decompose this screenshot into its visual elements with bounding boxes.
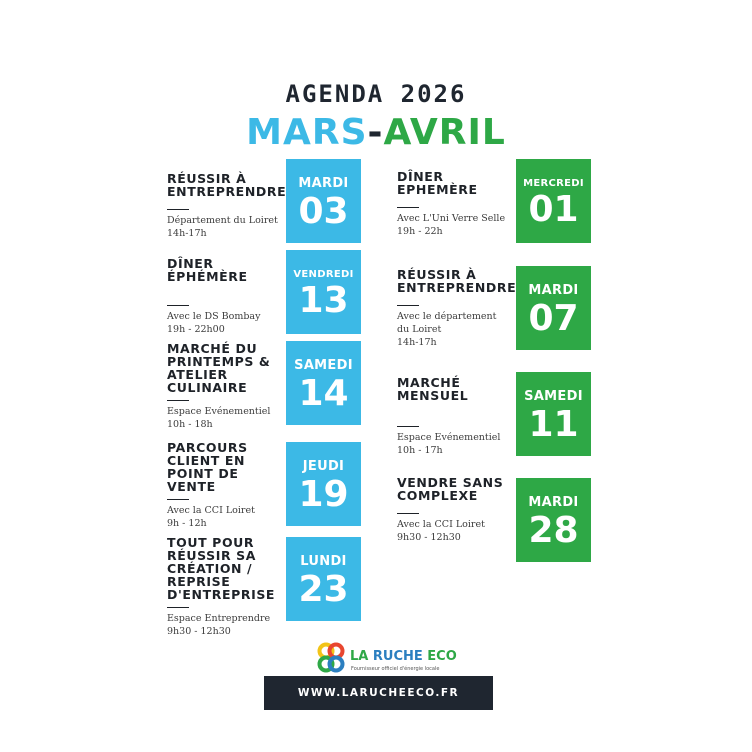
divider	[397, 426, 419, 427]
date-box-avril-3	[516, 372, 591, 456]
weekday: LUNDI	[300, 554, 347, 569]
event-details: Espace Evénementiel 10h - 17h	[397, 432, 501, 457]
weekday: SAMEDI	[524, 389, 583, 404]
month-mars: MARS	[246, 112, 368, 153]
weekday: VENDREDI	[293, 269, 354, 280]
weekday: JEUDI	[302, 459, 345, 474]
day-number: 19	[298, 474, 349, 515]
day-number: 23	[298, 569, 349, 610]
date-box-mars-1	[286, 159, 361, 243]
day-number: 03	[298, 191, 349, 232]
divider	[397, 207, 419, 208]
event-title: RÉUSSIR À ENTREPRENDRE	[167, 171, 287, 199]
event-details: Département du Loiret 14h-17h	[167, 215, 278, 240]
event-mars-3	[167, 342, 285, 431]
divider	[397, 305, 419, 306]
event-mars-4	[167, 441, 285, 530]
event-title: PARCOURS CLIENT EN POINT DE VENTE	[167, 440, 248, 494]
date-box-mars-5	[286, 537, 361, 621]
event-mars-5	[167, 536, 285, 638]
date-box-avril-1	[516, 159, 591, 243]
agenda-title: AGENDA 2026	[285, 80, 467, 108]
event-title: MARCHÉ DU PRINTEMPS & ATELIER CULINAIRE	[167, 341, 271, 395]
brand-text	[350, 649, 457, 664]
event-title: DÎNER EPHEMÈRE	[397, 169, 478, 197]
brand-eco: ECO	[427, 649, 457, 664]
event-title: DÎNER ÉPHÉMÈRE	[167, 256, 248, 284]
event-mars-1	[167, 172, 285, 240]
event-mars-2	[167, 257, 285, 336]
date-box-avril-4	[516, 478, 591, 562]
day-number: 01	[528, 189, 579, 230]
month-dash: -	[367, 112, 384, 153]
weekday: MARDI	[528, 495, 579, 510]
weekday: MERCREDI	[523, 178, 584, 189]
day-number: 13	[298, 280, 349, 321]
bee-icon	[316, 642, 346, 674]
divider	[167, 400, 189, 401]
website-link[interactable]: WWW.LARUCHEECO.FR	[264, 676, 493, 710]
event-avril-4	[397, 476, 513, 544]
event-details: Espace Entreprendre 9h30 - 12h30	[167, 613, 271, 638]
day-number: 11	[528, 404, 579, 445]
event-title: TOUT POUR RÉUSSIR SA CRÉATION / REPRISE D'ENTREPRISE	[167, 535, 276, 602]
event-avril-1	[397, 170, 513, 238]
divider	[397, 513, 419, 514]
weekday: MARDI	[298, 176, 349, 191]
weekday: SAMEDI	[294, 358, 353, 373]
months-title	[0, 112, 752, 153]
date-box-mars-4	[286, 442, 361, 526]
divider	[167, 607, 189, 608]
month-avril: AVRIL	[383, 112, 506, 153]
event-avril-2	[397, 267, 517, 349]
event-details: Avec la CCI Loiret 9h - 12h	[167, 505, 255, 530]
divider	[167, 209, 189, 210]
date-box-avril-2	[516, 266, 591, 350]
weekday: MARDI	[528, 283, 579, 298]
la-ruche-eco-logo	[316, 642, 456, 676]
event-details: Espace Evénementiel 10h - 18h	[167, 406, 271, 431]
event-avril-3	[397, 376, 513, 457]
brand-ruche: RUCHE	[372, 649, 428, 664]
date-box-mars-2	[286, 250, 361, 334]
day-number: 14	[298, 373, 349, 414]
event-details: Avec le département du Loiret 14h-17h	[397, 311, 497, 349]
event-title: VENDRE SANS COMPLEXE	[397, 475, 504, 503]
brand-tagline: Fournisseur officiel d'énergie locale	[351, 666, 440, 672]
day-number: 07	[528, 298, 579, 339]
event-details: Avec L'Uni Verre Selle 19h - 22h	[397, 213, 506, 238]
day-number: 28	[528, 510, 579, 551]
event-details: Avec le DS Bombay 19h - 22h00	[167, 311, 261, 336]
brand-la: LA	[350, 649, 373, 664]
date-box-mars-3	[286, 341, 361, 425]
divider	[167, 305, 189, 306]
event-title: RÉUSSIR À ENTREPRENDRE	[397, 267, 517, 295]
event-details: Avec la CCI Loiret 9h30 - 12h30	[397, 519, 485, 544]
divider	[167, 499, 189, 500]
event-title: MARCHÉ MENSUEL	[397, 375, 469, 403]
